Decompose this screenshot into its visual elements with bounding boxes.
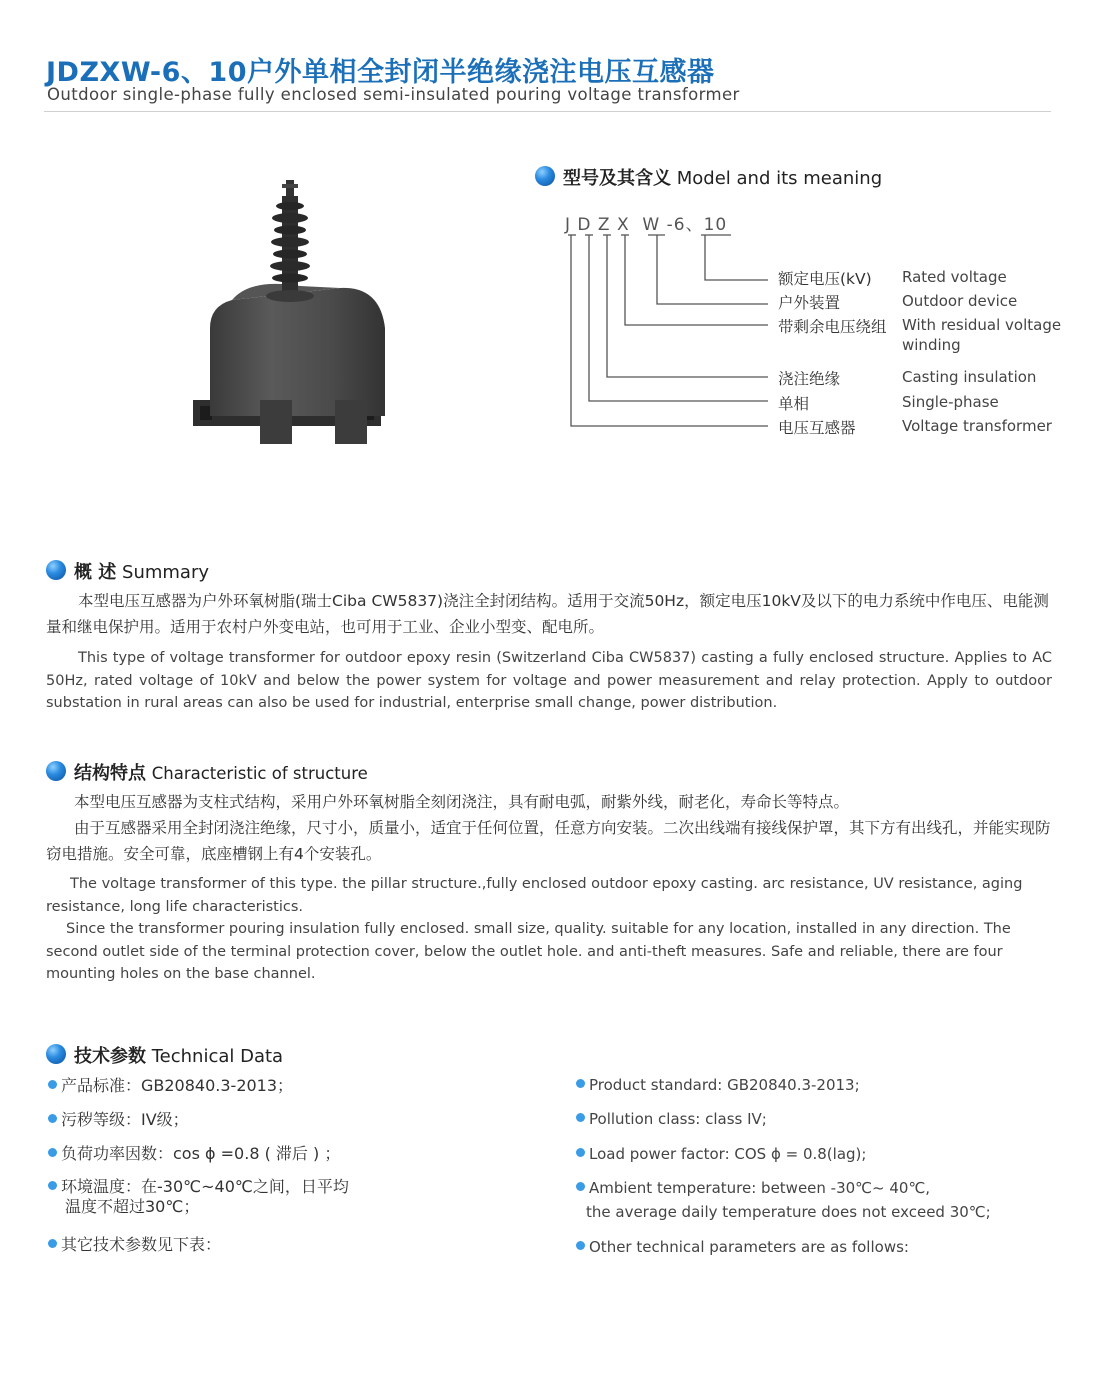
meaning-en-outdoor: Outdoor device xyxy=(902,292,1018,310)
summary-bullet-icon xyxy=(46,560,66,580)
meaning-en-vt: Voltage transformer xyxy=(902,417,1052,435)
tech-item-en: Ambient temperature: between -30℃~ 40℃, the average daily temperature does not exceed 30℃; xyxy=(576,1176,991,1224)
bullet-dot-icon xyxy=(576,1241,585,1250)
bullet-dot-icon xyxy=(48,1080,57,1089)
bullet-dot-icon xyxy=(48,1114,57,1123)
meaning-en-residual: With residual voltage winding xyxy=(902,316,1062,354)
meaning-zh-casting: 浇注绝缘 xyxy=(778,370,841,388)
summary-text-en: This type of voltage transformer for outdoor epoxy resin (Switzerland Ciba CW5837) casting a fully enclosed structure. Applies to AC 50Hz, rated voltage of 10kV and below the power system for voltage and power measurement and relay protection. Apply to outdoor substation in rural areas can also be used for industrial, enterprise small change, power distribution. xyxy=(46,650,1052,711)
tech-item-zh-continuation: 温度不超过30℃； xyxy=(65,1197,200,1216)
meaning-zh-vt: 电压互感器 xyxy=(778,419,856,437)
transformer-product-image xyxy=(190,178,390,450)
header-divider xyxy=(44,111,1051,112)
model-heading: 型号及其含义 Model and its meaning xyxy=(563,168,883,189)
bullet-dot-icon xyxy=(48,1181,57,1190)
bullet-dot-icon xyxy=(576,1113,585,1122)
meaning-zh-rated-voltage: 额定电压(kV) xyxy=(778,270,872,288)
meaning-en-single-phase: Single-phase xyxy=(902,393,999,411)
tech-item-zh: 污秽等级：IV级； xyxy=(48,1110,189,1130)
tech-item-en: Product standard: GB20840.3-2013; xyxy=(576,1073,860,1097)
bullet-dot-icon xyxy=(576,1182,585,1191)
tech-item-en-continuation: the average daily temperature does not exceed 30℃; xyxy=(586,1203,991,1221)
tech-item-en: Load power factor: COS ϕ = 0.8(lag); xyxy=(576,1142,866,1166)
meaning-zh-residual: 带剩余电压绕组 xyxy=(778,318,887,336)
meaning-en-casting: Casting insulation xyxy=(902,368,1037,386)
meaning-en-rated-voltage: Rated voltage xyxy=(902,268,1007,286)
bullet-dot-icon xyxy=(48,1148,57,1157)
page-title: JDZXW-6、10户外单相全封闭半绝缘浇注电压互感器 xyxy=(46,57,715,88)
technical-heading: 技术参数 Technical Data xyxy=(74,1046,284,1067)
bullet-dot-icon xyxy=(48,1239,57,1248)
tech-item-zh: 产品标准：GB20840.3-2013； xyxy=(48,1076,293,1096)
model-meaning-diagram xyxy=(555,232,770,432)
structure-bullet-icon xyxy=(46,761,66,781)
tech-item-en: Other technical parameters are as follows: xyxy=(576,1235,909,1259)
bullet-dot-icon xyxy=(576,1148,585,1157)
meaning-zh-single-phase: 单相 xyxy=(778,395,810,413)
tech-item-zh: 环境温度：在-30℃~40℃之间，日平均 温度不超过30℃； xyxy=(48,1177,349,1217)
meaning-zh-outdoor: 户外装置 xyxy=(778,294,841,312)
tech-item-en: Pollution class: class IV; xyxy=(576,1107,767,1131)
summary-heading: 概 述 Summary xyxy=(74,562,210,583)
structure-text-en-2: Since the transformer pouring insulation fully enclosed. small size, quality. suitable for any location, installed in any direction. The second outlet side of the terminal protection cover, below the outlet hole. and anti-theft measures. Safe and reliable, there are four mounting holes on the base channel. xyxy=(46,921,1011,982)
model-heading-bullet-icon xyxy=(535,166,555,186)
structure-text-zh-1: 本型电压互感器为支柱式结构，采用户外环氧树脂全刻闭浇注，具有耐电弧，耐紫外线，耐老化，寿命长等特点。 xyxy=(74,793,850,811)
tech-item-zh: 负荷功率因数：cos ϕ =0.8 ( 滞后 ) ； xyxy=(48,1144,340,1164)
structure-text-zh-2: 由于互感器采用全封闭浇注绝缘，尺寸小，质量小，适宜于任何位置，任意方向安装。二次出线端有接线保护罩，其下方有出线孔，并能实现防窃电措施。安全可靠，底座槽钢上有4个安装孔。 xyxy=(46,819,1051,863)
bullet-dot-icon xyxy=(576,1079,585,1088)
technical-bullet-icon xyxy=(46,1044,66,1064)
structure-heading: 结构特点 Characteristic of structure xyxy=(74,763,368,784)
tech-item-zh: 其它技术参数见下表： xyxy=(48,1235,221,1255)
structure-text-en-1: The voltage transformer of this type. the pillar structure.,fully enclosed outdoor epoxy casting. arc resistance, UV resistance, aging resistance, long life characteristics. xyxy=(46,876,1023,915)
page-subtitle: Outdoor single-phase fully enclosed semi-insulated pouring voltage transformer xyxy=(47,85,740,104)
model-code: J D Z X W -6、10 xyxy=(565,215,728,235)
summary-text-zh: 本型电压互感器为户外环氧树脂(瑞士Ciba CW5837)浇注全封闭结构。适用于交流50Hz，额定电压10kV及以下的电力系统中作电压、电能测量和继电保护用。适用于农村户外变电站，也可用于工业、企业小型变、配电所。 xyxy=(46,592,1049,636)
